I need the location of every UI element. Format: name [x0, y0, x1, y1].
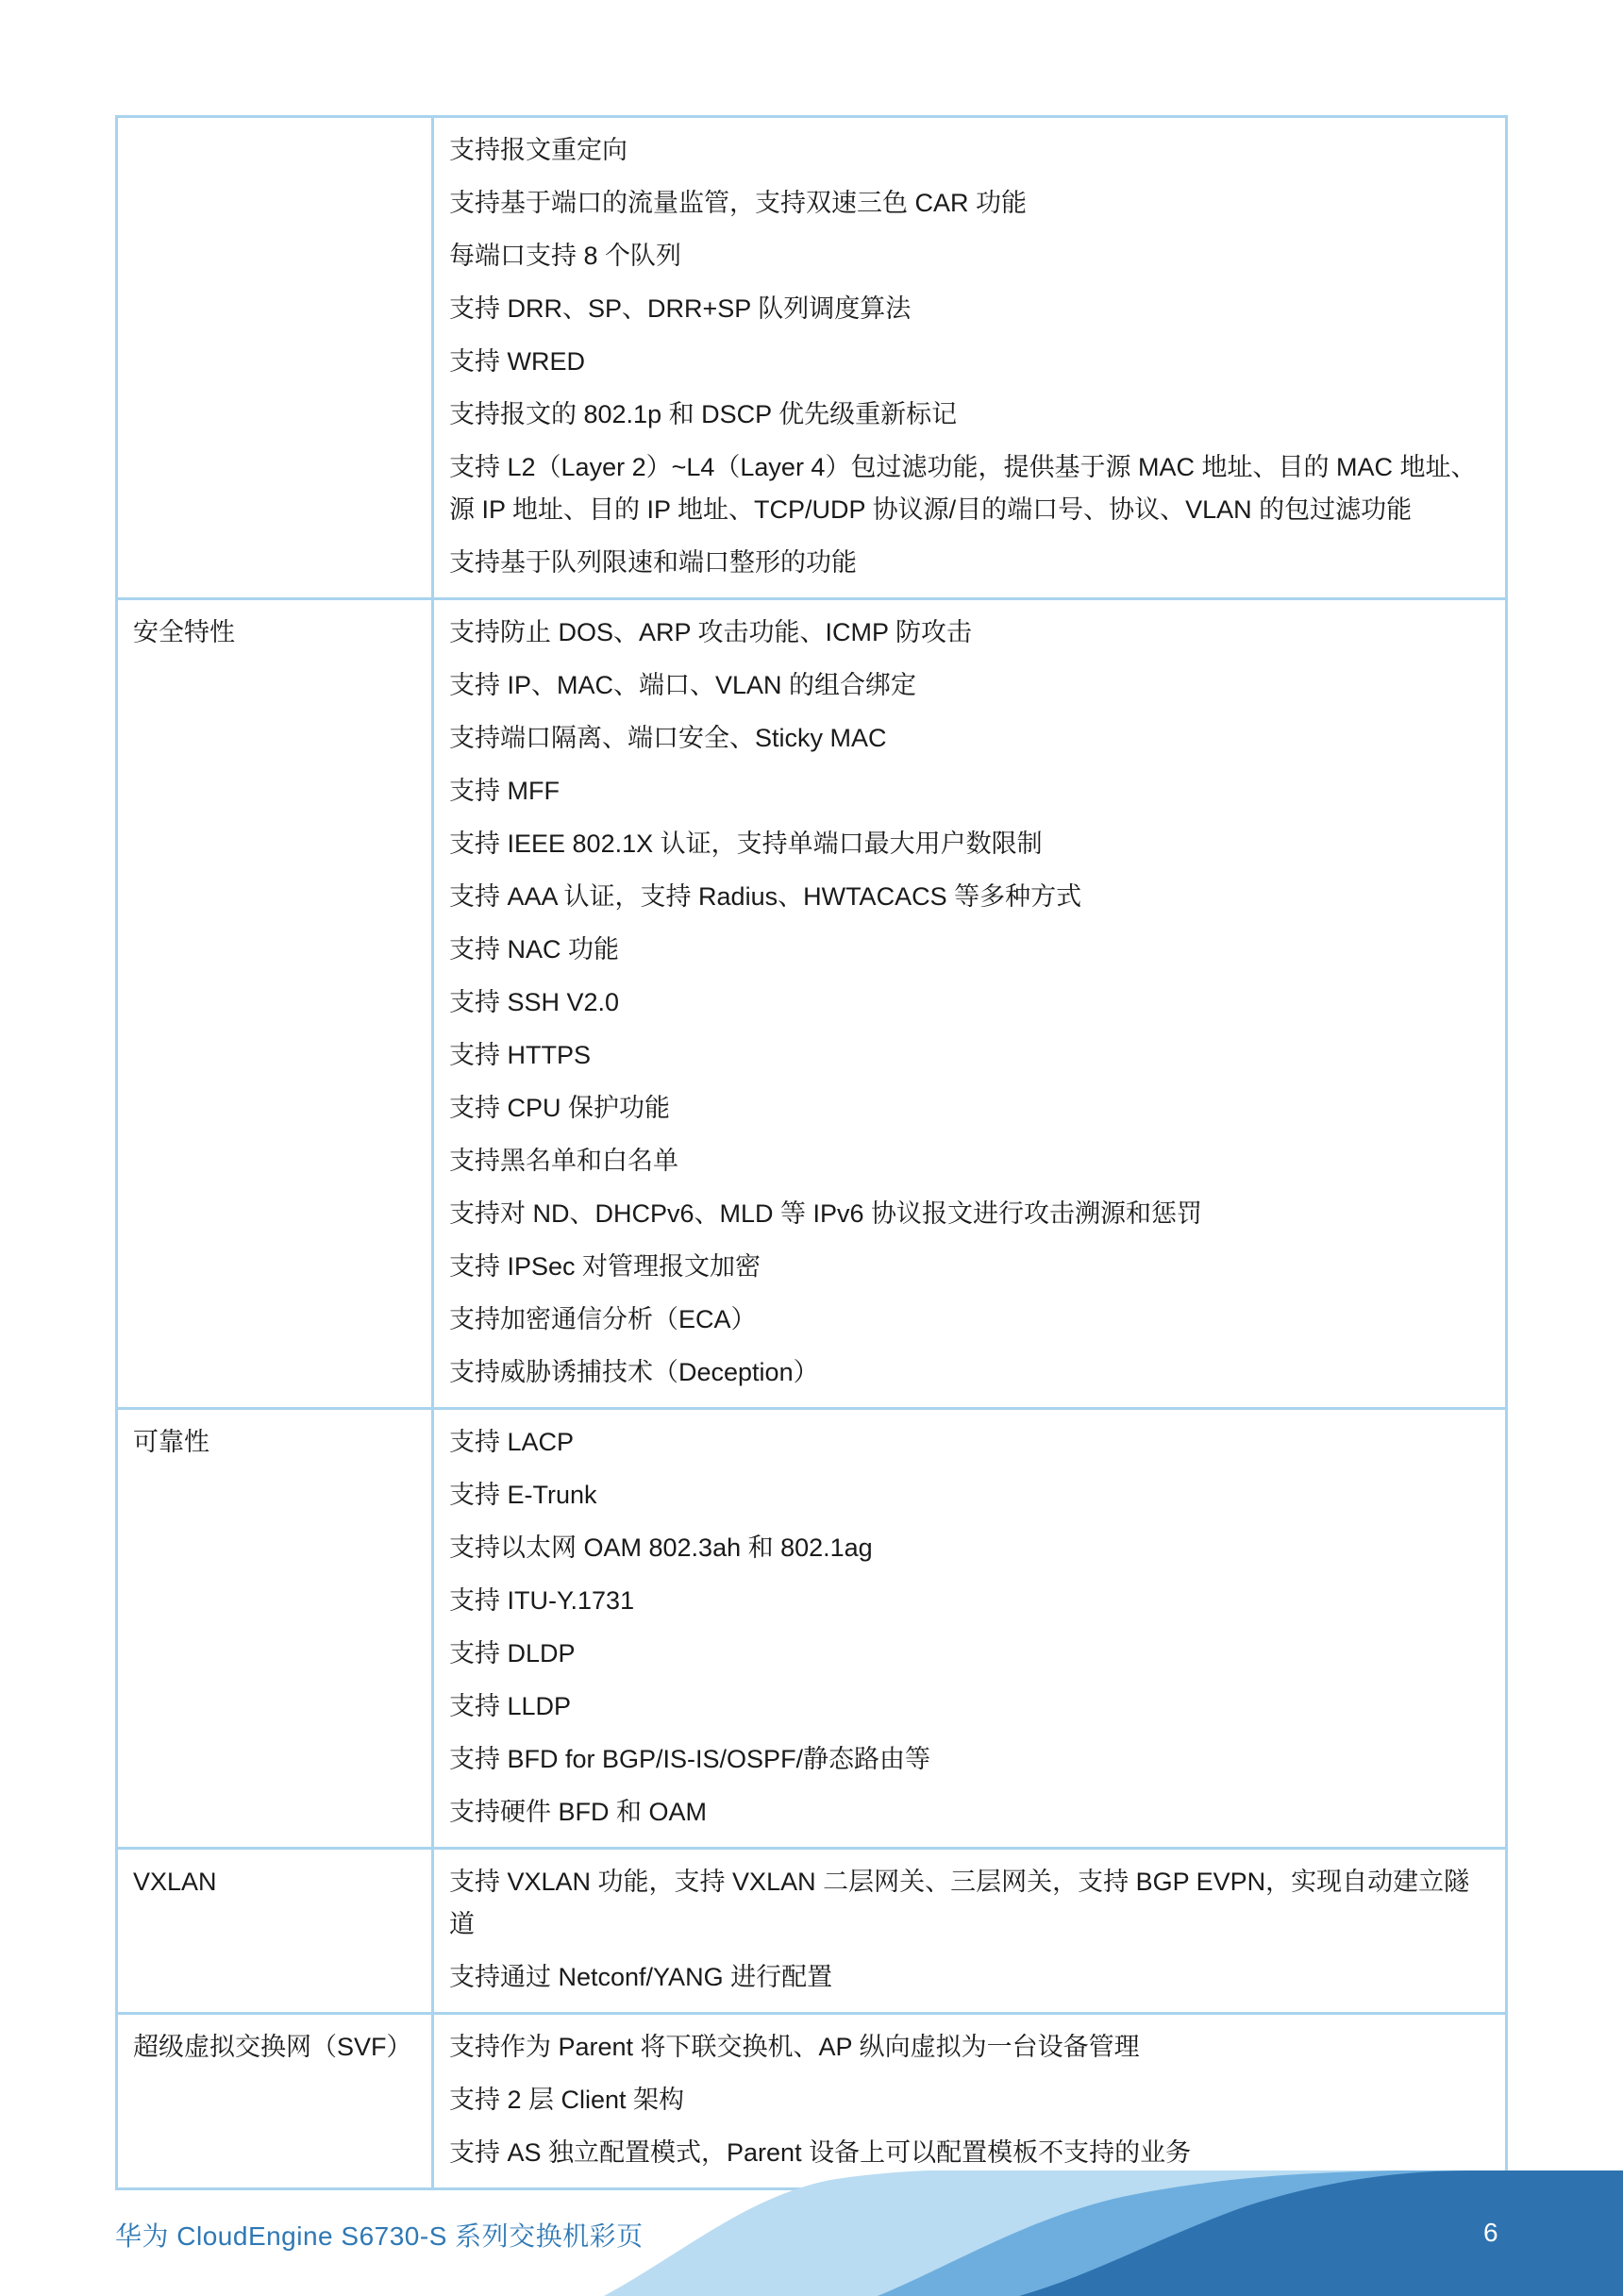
feature-item: 支持 WRED — [449, 347, 585, 376]
category-cell: 可靠性 — [117, 1409, 433, 1849]
feature-item: 支持 DLDP — [449, 1639, 576, 1668]
feature-item: 支持报文重定向 — [449, 136, 627, 164]
feature-item: 支持 L2（Layer 2）~L4（Layer 4）包过滤功能，提供基于源 MAC 地址、目的 MAC 地址、源 IP 地址、目的 IP 地址、TCP/UDP 协议源/目的端口号、协议、VLAN 的包过滤功能 — [449, 453, 1477, 524]
feature-item: 支持黑名单和白名单 — [449, 1147, 678, 1175]
feature-item: 支持基于端口的流量监管，支持双速三色 CAR 功能 — [449, 189, 1028, 217]
feature-item: 支持以太网 OAM 802.3ah 和 802.1ag — [449, 1533, 873, 1562]
feature-item: 支持对 ND、DHCPv6、MLD 等 IPv6 协议报文进行攻击溯源和惩罚 — [449, 1199, 1203, 1228]
feature-item: 支持 LLDP — [449, 1692, 572, 1720]
feature-item: 支持 ITU-Y.1731 — [449, 1586, 635, 1615]
feature-item: 支持硬件 BFD 和 OAM — [449, 1798, 708, 1826]
page-number: 6 — [1483, 2218, 1498, 2247]
table-row — [117, 2014, 1507, 2189]
feature-item: 支持 IP、MAC、端口、VLAN 的组合绑定 — [449, 671, 917, 699]
table-row — [117, 599, 1507, 1409]
category-cell: 超级虚拟交换网（SVF） — [117, 2014, 433, 2189]
feature-item: 支持 SSH V2.0 — [449, 988, 620, 1016]
features-cell — [433, 1849, 1507, 2014]
feature-item: 支持 DRR、SP、DRR+SP 队列调度算法 — [449, 294, 912, 323]
feature-item: 支持 E-Trunk — [449, 1481, 597, 1509]
footer-title: 华为 CloudEngine S6730-S 系列交换机彩页 — [115, 2221, 644, 2251]
feature-item: 支持 IPSec 对管理报文加密 — [449, 1252, 761, 1281]
features-cell — [433, 599, 1507, 1409]
features-cell — [433, 2014, 1507, 2189]
feature-item: 支持防止 DOS、ARP 攻击功能、ICMP 防攻击 — [449, 618, 973, 646]
feature-item: 支持威胁诱捕技术（Deception） — [449, 1358, 819, 1386]
feature-item: 支持 BFD for BGP/IS-IS/OSPF/静态路由等 — [449, 1745, 931, 1773]
feature-item: 支持 IEEE 802.1X 认证，支持单端口最大用户数限制 — [449, 830, 1043, 858]
category-cell: 安全特性 — [117, 599, 433, 1409]
table-row — [117, 1409, 1507, 1849]
spec-table-body — [117, 117, 1507, 2189]
feature-item: 支持端口隔离、端口安全、Sticky MAC — [449, 724, 887, 752]
features-cell — [433, 1409, 1507, 1849]
feature-item: 支持通过 Netconf/YANG 进行配置 — [449, 1963, 833, 1991]
features-cell — [433, 117, 1507, 599]
feature-item: 支持 MFF — [449, 777, 560, 805]
table-row — [117, 1849, 1507, 2014]
feature-item: 支持基于队列限速和端口整形的功能 — [449, 548, 857, 577]
feature-item: 支持 HTTPS — [449, 1041, 592, 1069]
feature-item: 支持 VXLAN 功能，支持 VXLAN 二层网关、三层网关，支持 BGP EVPN，实现自动建立隧道 — [449, 1868, 1470, 1938]
feature-item: 支持 NAC 功能 — [449, 935, 620, 964]
feature-item: 每端口支持 8 个队列 — [449, 242, 682, 270]
feature-item: 支持加密通信分析（ECA） — [449, 1305, 757, 1333]
table-row — [117, 117, 1507, 599]
feature-item: 支持报文的 802.1p 和 DSCP 优先级重新标记 — [449, 400, 958, 428]
spec-table — [115, 115, 1508, 2190]
feature-item: 支持作为 Parent 将下联交换机、AP 纵向虚拟为一台设备管理 — [449, 2033, 1140, 2061]
feature-item: 支持 AS 独立配置模式，Parent 设备上可以配置模板不支持的业务 — [449, 2138, 1192, 2167]
feature-item: 支持 LACP — [449, 1428, 575, 1456]
category-cell: VXLAN — [117, 1849, 433, 2014]
feature-item: 支持 2 层 Client 架构 — [449, 2086, 685, 2114]
category-cell — [117, 117, 433, 599]
feature-item: 支持 CPU 保护功能 — [449, 1094, 671, 1122]
feature-item: 支持 AAA 认证，支持 Radius、HWTACACS 等多种方式 — [449, 882, 1082, 911]
